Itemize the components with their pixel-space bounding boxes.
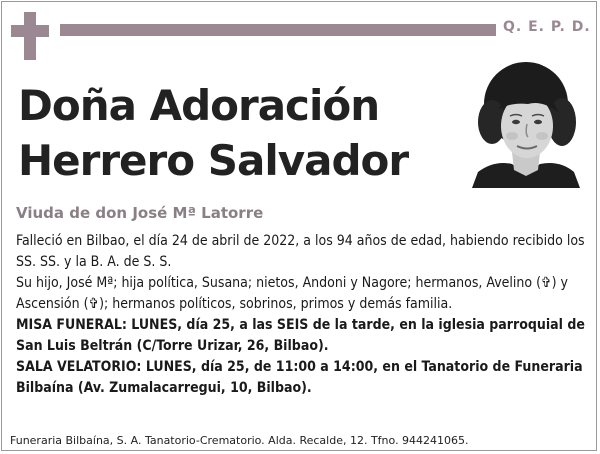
portrait-photo bbox=[472, 60, 580, 188]
cross-icon bbox=[11, 12, 49, 60]
death-paragraph: Falleció en Bilbao, el día 24 de abril de 2022, a los 94 años de edad, habiendo recibido los SS. SS. y la B. A. de S. S. bbox=[16, 233, 585, 270]
family-text-3: ); hermanos políticos, sobrinos, primos y demás familia. bbox=[99, 296, 453, 312]
wake-room-paragraph: SALA VELATORIO: LUNES, día 25, de 11:00 a 14:00, en el Tanatorio de Funeraria Bilbaína (Av. Zumalacarregui, 10, Bilbao). bbox=[16, 359, 583, 396]
family-text-2: ) y Ascensión ( bbox=[16, 275, 568, 312]
qepd-label: Q. E. P. D. bbox=[503, 19, 591, 35]
header-bar bbox=[60, 24, 496, 36]
funeral-mass-paragraph: MISA FUNERAL: LUNES, día 25, a las SEIS de la tarde, en la iglesia parroquial de San Luis Beltrán (C/Torre Urizar, 26, Bilbao). bbox=[16, 317, 585, 354]
deceased-name bbox=[18, 78, 408, 188]
name-line-1: Doña Adoración bbox=[18, 81, 380, 130]
obituary-body bbox=[16, 231, 591, 399]
funeral-home-footer: Funeraria Bilbaína, S. A. Tanatorio-Crematorio. Alda. Recalde, 12. Tfno. 944241065. bbox=[10, 434, 469, 447]
portrait-image bbox=[472, 60, 580, 188]
cross-symbol-icon: ✞ bbox=[88, 296, 100, 312]
name-line-2: Herrero Salvador bbox=[18, 136, 409, 185]
widow-subtitle: Viuda de don José Mª Latorre bbox=[16, 204, 264, 222]
family-paragraph bbox=[16, 273, 591, 315]
cross-symbol-icon: ✞ bbox=[541, 275, 552, 291]
family-text-1: Su hijo, José Mª; hija política, Susana; nietos, Andoni y Nagore; hermanos, Avelino ( bbox=[16, 275, 542, 291]
